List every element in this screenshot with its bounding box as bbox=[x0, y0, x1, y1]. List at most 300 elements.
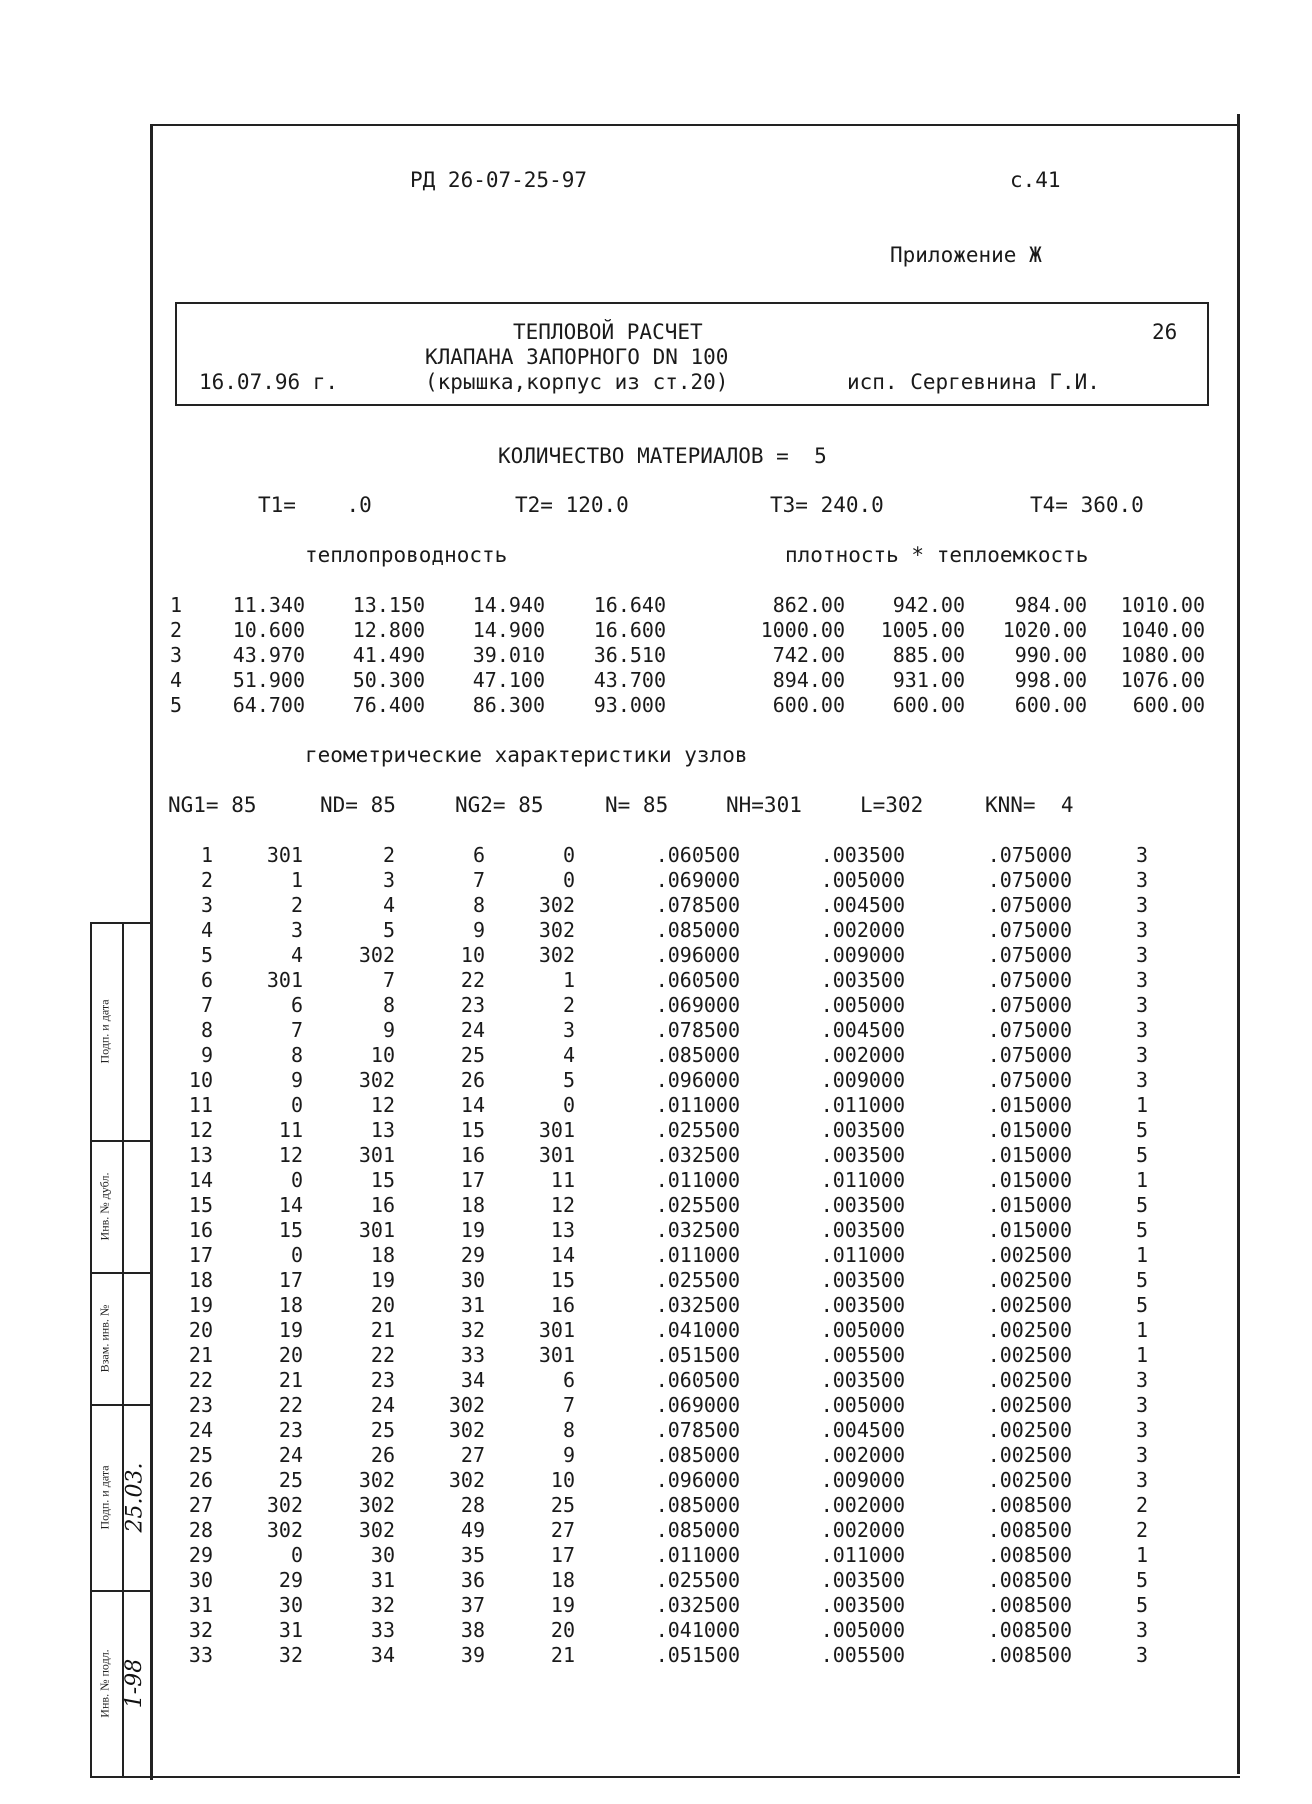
node-cell: 23 bbox=[370, 1368, 395, 1392]
node-cell: .069000 bbox=[655, 868, 740, 892]
node-cell: 302 bbox=[448, 1418, 485, 1442]
node-cell: 7 bbox=[200, 993, 213, 1017]
heading-geometry: геометрические характеристики узлов bbox=[305, 743, 748, 767]
node-cell: 19 bbox=[370, 1268, 395, 1292]
node-cell: 2 bbox=[562, 993, 575, 1017]
material-cell: 64.700 bbox=[232, 693, 305, 717]
node-cell: .051500 bbox=[655, 1343, 740, 1367]
node-row bbox=[0, 1243, 1312, 1268]
node-cell: 2 bbox=[1135, 1493, 1148, 1517]
node-cell: 1 bbox=[290, 868, 303, 892]
node-cell: 7 bbox=[382, 968, 395, 992]
node-cell: 49 bbox=[460, 1518, 485, 1542]
node-cell: .015000 bbox=[987, 1218, 1072, 1242]
node-cell: 301 bbox=[266, 968, 303, 992]
node-cell: 12 bbox=[550, 1193, 575, 1217]
node-cell: 10 bbox=[370, 1043, 395, 1067]
node-cell: 29 bbox=[278, 1568, 303, 1592]
node-cell: .015000 bbox=[987, 1168, 1072, 1192]
node-cell: 10 bbox=[460, 943, 485, 967]
node-cell: .002500 bbox=[987, 1343, 1072, 1367]
material-cell: 600.00 bbox=[892, 693, 965, 717]
node-row bbox=[0, 1518, 1312, 1543]
node-cell: .003500 bbox=[820, 843, 905, 867]
node-cell: 22 bbox=[188, 1368, 213, 1392]
stamp-label-sign-date-top: Подп. и дата bbox=[97, 998, 112, 1064]
node-cell: .085000 bbox=[655, 918, 740, 942]
node-cell: .060500 bbox=[655, 843, 740, 867]
param-nh: NH=301 bbox=[726, 793, 802, 817]
node-cell: 18 bbox=[550, 1568, 575, 1592]
node-cell: .075000 bbox=[987, 918, 1072, 942]
node-cell: .008500 bbox=[987, 1493, 1072, 1517]
material-cell: 93.000 bbox=[593, 693, 666, 717]
node-row bbox=[0, 843, 1312, 868]
node-cell: .002500 bbox=[987, 1293, 1072, 1317]
material-row bbox=[0, 593, 1312, 618]
node-cell: .075000 bbox=[987, 1043, 1072, 1067]
node-cell: 3 bbox=[1135, 1393, 1148, 1417]
node-row bbox=[0, 1418, 1312, 1443]
node-cell: 15 bbox=[550, 1268, 575, 1292]
node-cell: 27 bbox=[188, 1493, 213, 1517]
material-cell: 1080.00 bbox=[1120, 643, 1205, 667]
node-cell: .025500 bbox=[655, 1568, 740, 1592]
node-cell: .003500 bbox=[820, 1143, 905, 1167]
node-cell: .011000 bbox=[655, 1543, 740, 1567]
material-cell: 862.00 bbox=[772, 593, 845, 617]
node-cell: 19 bbox=[550, 1593, 575, 1617]
node-cell: .003500 bbox=[820, 1593, 905, 1617]
node-cell: 17 bbox=[278, 1268, 303, 1292]
calc-number: 26 bbox=[1152, 320, 1178, 344]
node-cell: 31 bbox=[370, 1568, 395, 1592]
node-cell: 30 bbox=[278, 1593, 303, 1617]
doc-code: РД 26-07-25-97 bbox=[410, 168, 588, 192]
material-cell: 47.100 bbox=[472, 668, 545, 692]
temp-t3: T3= 240.0 bbox=[770, 493, 884, 517]
node-cell: 12 bbox=[370, 1093, 395, 1117]
node-cell: 302 bbox=[266, 1493, 303, 1517]
material-cell: 1076.00 bbox=[1120, 668, 1205, 692]
heading-conductivity: теплопроводность bbox=[305, 543, 508, 567]
node-cell: .085000 bbox=[655, 1518, 740, 1542]
node-cell: 0 bbox=[562, 868, 575, 892]
material-cell: 1 bbox=[169, 593, 182, 617]
node-cell: 29 bbox=[188, 1543, 213, 1567]
node-cell: 24 bbox=[278, 1443, 303, 1467]
material-cell: 39.010 bbox=[472, 643, 545, 667]
node-cell: 11 bbox=[188, 1093, 213, 1117]
node-cell: .008500 bbox=[987, 1518, 1072, 1542]
node-cell: 38 bbox=[460, 1618, 485, 1642]
material-cell: 2 bbox=[169, 618, 182, 642]
material-cell: 86.300 bbox=[472, 693, 545, 717]
node-cell: .005000 bbox=[820, 868, 905, 892]
node-cell: 3 bbox=[1135, 1643, 1148, 1667]
node-cell: 8 bbox=[382, 993, 395, 1017]
node-cell: 16 bbox=[370, 1193, 395, 1217]
node-cell: 30 bbox=[188, 1568, 213, 1592]
material-cell: 990.00 bbox=[1014, 643, 1087, 667]
node-cell: 3 bbox=[290, 918, 303, 942]
node-cell: 8 bbox=[200, 1018, 213, 1042]
node-cell: 14 bbox=[550, 1243, 575, 1267]
node-cell: 26 bbox=[188, 1468, 213, 1492]
material-cell: 742.00 bbox=[772, 643, 845, 667]
appendix-label: Приложение Ж bbox=[890, 243, 1042, 267]
node-cell: .008500 bbox=[987, 1543, 1072, 1567]
node-cell: 3 bbox=[382, 868, 395, 892]
node-cell: 1 bbox=[1135, 1168, 1148, 1192]
node-row bbox=[0, 893, 1312, 918]
node-cell: 0 bbox=[562, 1093, 575, 1117]
node-cell: .096000 bbox=[655, 1468, 740, 1492]
stamp-label-dup-inv: Инв. № дубл. bbox=[97, 1172, 112, 1240]
node-cell: 17 bbox=[550, 1543, 575, 1567]
node-cell: 302 bbox=[358, 1068, 395, 1092]
node-cell: 25 bbox=[278, 1468, 303, 1492]
material-cell: 600.00 bbox=[772, 693, 845, 717]
title-block bbox=[175, 302, 1209, 406]
material-cell: 16.600 bbox=[593, 618, 666, 642]
node-cell: 302 bbox=[538, 943, 575, 967]
node-cell: 5 bbox=[1135, 1268, 1148, 1292]
node-cell: 5 bbox=[1135, 1593, 1148, 1617]
param-ng1: NG1= 85 bbox=[168, 793, 257, 817]
material-cell: 4 bbox=[169, 668, 182, 692]
node-cell: .008500 bbox=[987, 1593, 1072, 1617]
node-row bbox=[0, 918, 1312, 943]
material-cell: 1000.00 bbox=[760, 618, 845, 642]
material-cell: 36.510 bbox=[593, 643, 666, 667]
node-cell: 6 bbox=[472, 843, 485, 867]
node-row bbox=[0, 1368, 1312, 1393]
node-cell: .041000 bbox=[655, 1318, 740, 1342]
stamp-label-orig-inv: Инв. № подл. bbox=[97, 1648, 112, 1718]
node-cell: .005000 bbox=[820, 1318, 905, 1342]
node-cell: 1 bbox=[1135, 1243, 1148, 1267]
node-cell: .005000 bbox=[820, 1393, 905, 1417]
material-cell: 13.150 bbox=[352, 593, 425, 617]
node-cell: 12 bbox=[188, 1118, 213, 1142]
node-cell: 26 bbox=[370, 1443, 395, 1467]
node-cell: .009000 bbox=[820, 1468, 905, 1492]
node-row bbox=[0, 1618, 1312, 1643]
material-row bbox=[0, 643, 1312, 668]
node-cell: 18 bbox=[188, 1268, 213, 1292]
material-cell: 14.900 bbox=[472, 618, 545, 642]
node-row bbox=[0, 968, 1312, 993]
material-row bbox=[0, 693, 1312, 718]
node-cell: 20 bbox=[278, 1343, 303, 1367]
node-cell: 5 bbox=[1135, 1143, 1148, 1167]
node-cell: .002000 bbox=[820, 1443, 905, 1467]
node-cell: .009000 bbox=[820, 1068, 905, 1092]
node-cell: 26 bbox=[460, 1068, 485, 1092]
node-cell: 13 bbox=[370, 1118, 395, 1142]
node-cell: .011000 bbox=[820, 1243, 905, 1267]
node-cell: 5 bbox=[382, 918, 395, 942]
node-cell: .060500 bbox=[655, 968, 740, 992]
temp-t4: T4= 360.0 bbox=[1030, 493, 1144, 517]
node-cell: .011000 bbox=[655, 1093, 740, 1117]
node-cell: .009000 bbox=[820, 943, 905, 967]
material-cell: 12.800 bbox=[352, 618, 425, 642]
node-cell: 36 bbox=[460, 1568, 485, 1592]
node-cell: 3 bbox=[1135, 993, 1148, 1017]
node-cell: .085000 bbox=[655, 1493, 740, 1517]
node-cell: 18 bbox=[370, 1243, 395, 1267]
node-cell: 33 bbox=[188, 1643, 213, 1667]
node-cell: 16 bbox=[188, 1218, 213, 1242]
node-cell: .004500 bbox=[820, 1018, 905, 1042]
node-cell: 32 bbox=[460, 1318, 485, 1342]
node-cell: 302 bbox=[448, 1393, 485, 1417]
node-row bbox=[0, 1318, 1312, 1343]
param-nd: ND= 85 bbox=[320, 793, 396, 817]
node-cell: 27 bbox=[460, 1443, 485, 1467]
node-cell: 39 bbox=[460, 1643, 485, 1667]
node-row bbox=[0, 1493, 1312, 1518]
node-cell: 301 bbox=[358, 1218, 395, 1242]
node-cell: 11 bbox=[550, 1168, 575, 1192]
node-cell: 22 bbox=[278, 1393, 303, 1417]
node-cell: .025500 bbox=[655, 1118, 740, 1142]
node-cell: 3 bbox=[1135, 1443, 1148, 1467]
node-cell: 17 bbox=[460, 1168, 485, 1192]
node-cell: 8 bbox=[290, 1043, 303, 1067]
node-cell: 15 bbox=[188, 1193, 213, 1217]
node-cell: 301 bbox=[358, 1143, 395, 1167]
node-cell: .051500 bbox=[655, 1643, 740, 1667]
node-row bbox=[0, 1043, 1312, 1068]
node-cell: 3 bbox=[1135, 918, 1148, 942]
node-cell: .011000 bbox=[655, 1243, 740, 1267]
node-cell: 32 bbox=[370, 1593, 395, 1617]
node-cell: .075000 bbox=[987, 893, 1072, 917]
material-cell: 942.00 bbox=[892, 593, 965, 617]
node-cell: .002500 bbox=[987, 1418, 1072, 1442]
node-cell: .085000 bbox=[655, 1043, 740, 1067]
material-cell: 43.970 bbox=[232, 643, 305, 667]
node-cell: .005500 bbox=[820, 1343, 905, 1367]
node-cell: .075000 bbox=[987, 993, 1072, 1017]
node-cell: 4 bbox=[200, 918, 213, 942]
node-cell: 21 bbox=[278, 1368, 303, 1392]
node-cell: 3 bbox=[1135, 1418, 1148, 1442]
node-cell: .003500 bbox=[820, 1268, 905, 1292]
node-cell: 1 bbox=[1135, 1093, 1148, 1117]
node-cell: 25 bbox=[188, 1443, 213, 1467]
stamp-label-replace-inv: Взам. инв. № bbox=[97, 1304, 112, 1372]
node-cell: 7 bbox=[472, 868, 485, 892]
node-cell: 7 bbox=[290, 1018, 303, 1042]
frame-top-line bbox=[150, 124, 1238, 126]
node-row bbox=[0, 1643, 1312, 1668]
node-cell: .069000 bbox=[655, 1393, 740, 1417]
param-l: L=302 bbox=[860, 793, 924, 817]
node-cell: 3 bbox=[1135, 1068, 1148, 1092]
param-n: N= 85 bbox=[605, 793, 669, 817]
node-cell: 2 bbox=[1135, 1518, 1148, 1542]
node-cell: 3 bbox=[1135, 893, 1148, 917]
node-cell: 5 bbox=[200, 943, 213, 967]
node-cell: 9 bbox=[290, 1068, 303, 1092]
calc-detail: (крышка,корпус из ст.20) bbox=[425, 370, 729, 394]
approval-stamp bbox=[90, 922, 150, 1778]
node-cell: .025500 bbox=[655, 1193, 740, 1217]
node-cell: .004500 bbox=[820, 1418, 905, 1442]
node-cell: 2 bbox=[290, 893, 303, 917]
node-cell: 0 bbox=[290, 1243, 303, 1267]
node-cell: 28 bbox=[188, 1518, 213, 1542]
node-cell: 1 bbox=[1135, 1318, 1148, 1342]
node-cell: 2 bbox=[200, 868, 213, 892]
node-cell: 0 bbox=[290, 1093, 303, 1117]
material-cell: 931.00 bbox=[892, 668, 965, 692]
node-row bbox=[0, 1068, 1312, 1093]
node-cell: 301 bbox=[266, 843, 303, 867]
node-cell: 15 bbox=[460, 1118, 485, 1142]
temp-t2: T2= 120.0 bbox=[515, 493, 629, 517]
material-cell: 600.00 bbox=[1014, 693, 1087, 717]
node-cell: 5 bbox=[1135, 1218, 1148, 1242]
node-cell: .005000 bbox=[820, 1618, 905, 1642]
material-cell: 51.900 bbox=[232, 668, 305, 692]
node-cell: .085000 bbox=[655, 1443, 740, 1467]
node-cell: .032500 bbox=[655, 1293, 740, 1317]
node-cell: 3 bbox=[1135, 1018, 1148, 1042]
node-row bbox=[0, 1293, 1312, 1318]
frame-bottom-line bbox=[90, 1776, 1240, 1778]
node-cell: 1 bbox=[1135, 1343, 1148, 1367]
node-cell: 302 bbox=[538, 918, 575, 942]
node-cell: 302 bbox=[538, 893, 575, 917]
node-row bbox=[0, 1343, 1312, 1368]
material-cell: 3 bbox=[169, 643, 182, 667]
node-cell: 30 bbox=[370, 1543, 395, 1567]
calc-title: ТЕПЛОВОЙ РАСЧЕТ bbox=[513, 320, 703, 344]
node-cell: .096000 bbox=[655, 943, 740, 967]
node-cell: 17 bbox=[188, 1243, 213, 1267]
node-cell: .005500 bbox=[820, 1643, 905, 1667]
node-cell: 20 bbox=[188, 1318, 213, 1342]
node-row bbox=[0, 868, 1312, 893]
node-cell: 12 bbox=[278, 1143, 303, 1167]
node-cell: 25 bbox=[460, 1043, 485, 1067]
node-row bbox=[0, 1193, 1312, 1218]
node-cell: .015000 bbox=[987, 1093, 1072, 1117]
node-cell: .002500 bbox=[987, 1443, 1072, 1467]
node-cell: .015000 bbox=[987, 1118, 1072, 1142]
node-cell: 16 bbox=[460, 1143, 485, 1167]
node-cell: .003500 bbox=[820, 1568, 905, 1592]
node-row bbox=[0, 1393, 1312, 1418]
calc-date: 16.07.96 г. bbox=[199, 370, 339, 394]
node-cell: .002500 bbox=[987, 1318, 1072, 1342]
handwritten-signature-date: 25.03. bbox=[122, 1462, 148, 1532]
node-cell: 33 bbox=[370, 1618, 395, 1642]
node-row bbox=[0, 1443, 1312, 1468]
node-cell: 20 bbox=[370, 1293, 395, 1317]
temp-t1: T1= .0 bbox=[258, 493, 372, 517]
node-cell: 9 bbox=[200, 1043, 213, 1067]
node-cell: 10 bbox=[550, 1468, 575, 1492]
node-cell: 2 bbox=[382, 843, 395, 867]
node-cell: 3 bbox=[1135, 1043, 1148, 1067]
node-cell: .032500 bbox=[655, 1218, 740, 1242]
node-cell: .015000 bbox=[987, 1193, 1072, 1217]
node-cell: 13 bbox=[188, 1143, 213, 1167]
node-cell: .032500 bbox=[655, 1143, 740, 1167]
node-cell: 31 bbox=[188, 1593, 213, 1617]
node-cell: 3 bbox=[562, 1018, 575, 1042]
node-cell: .011000 bbox=[655, 1168, 740, 1192]
node-cell: 24 bbox=[188, 1418, 213, 1442]
material-cell: 1040.00 bbox=[1120, 618, 1205, 642]
node-cell: .003500 bbox=[820, 1193, 905, 1217]
node-cell: .015000 bbox=[987, 1143, 1072, 1167]
node-cell: .060500 bbox=[655, 1368, 740, 1392]
node-cell: .003500 bbox=[820, 1293, 905, 1317]
node-cell: .008500 bbox=[987, 1568, 1072, 1592]
node-cell: .075000 bbox=[987, 943, 1072, 967]
node-cell: .008500 bbox=[987, 1643, 1072, 1667]
node-cell: 301 bbox=[538, 1118, 575, 1142]
materials-count: КОЛИЧЕСТВО МАТЕРИАЛОВ = 5 bbox=[498, 444, 827, 468]
node-cell: 14 bbox=[188, 1168, 213, 1192]
node-cell: 27 bbox=[550, 1518, 575, 1542]
node-cell: 23 bbox=[188, 1393, 213, 1417]
node-row bbox=[0, 1568, 1312, 1593]
node-cell: 302 bbox=[358, 1518, 395, 1542]
node-cell: 9 bbox=[382, 1018, 395, 1042]
node-cell: .011000 bbox=[820, 1168, 905, 1192]
node-cell: 3 bbox=[1135, 1468, 1148, 1492]
node-cell: 3 bbox=[1135, 1618, 1148, 1642]
node-cell: .025500 bbox=[655, 1268, 740, 1292]
node-cell: 301 bbox=[538, 1318, 575, 1342]
node-cell: .002000 bbox=[820, 1493, 905, 1517]
node-cell: .075000 bbox=[987, 1068, 1072, 1092]
node-cell: 7 bbox=[562, 1393, 575, 1417]
node-cell: 32 bbox=[188, 1618, 213, 1642]
handwritten-inventory-number: 1-98 bbox=[122, 1658, 148, 1708]
node-cell: 23 bbox=[460, 993, 485, 1017]
node-cell: 3 bbox=[200, 893, 213, 917]
node-cell: .002500 bbox=[987, 1368, 1072, 1392]
node-cell: 15 bbox=[370, 1168, 395, 1192]
node-cell: .002000 bbox=[820, 918, 905, 942]
node-cell: 34 bbox=[460, 1368, 485, 1392]
node-cell: 19 bbox=[278, 1318, 303, 1342]
material-cell: 16.640 bbox=[593, 593, 666, 617]
node-cell: 13 bbox=[550, 1218, 575, 1242]
node-cell: .011000 bbox=[820, 1543, 905, 1567]
node-cell: 8 bbox=[562, 1418, 575, 1442]
node-cell: 0 bbox=[290, 1543, 303, 1567]
material-cell: 11.340 bbox=[232, 593, 305, 617]
node-cell: .002500 bbox=[987, 1268, 1072, 1292]
material-cell: 1010.00 bbox=[1120, 593, 1205, 617]
material-cell: 5 bbox=[169, 693, 182, 717]
material-cell: 984.00 bbox=[1014, 593, 1087, 617]
node-cell: 24 bbox=[460, 1018, 485, 1042]
node-cell: .003500 bbox=[820, 968, 905, 992]
material-cell: 41.490 bbox=[352, 643, 425, 667]
node-cell: .075000 bbox=[987, 843, 1072, 867]
